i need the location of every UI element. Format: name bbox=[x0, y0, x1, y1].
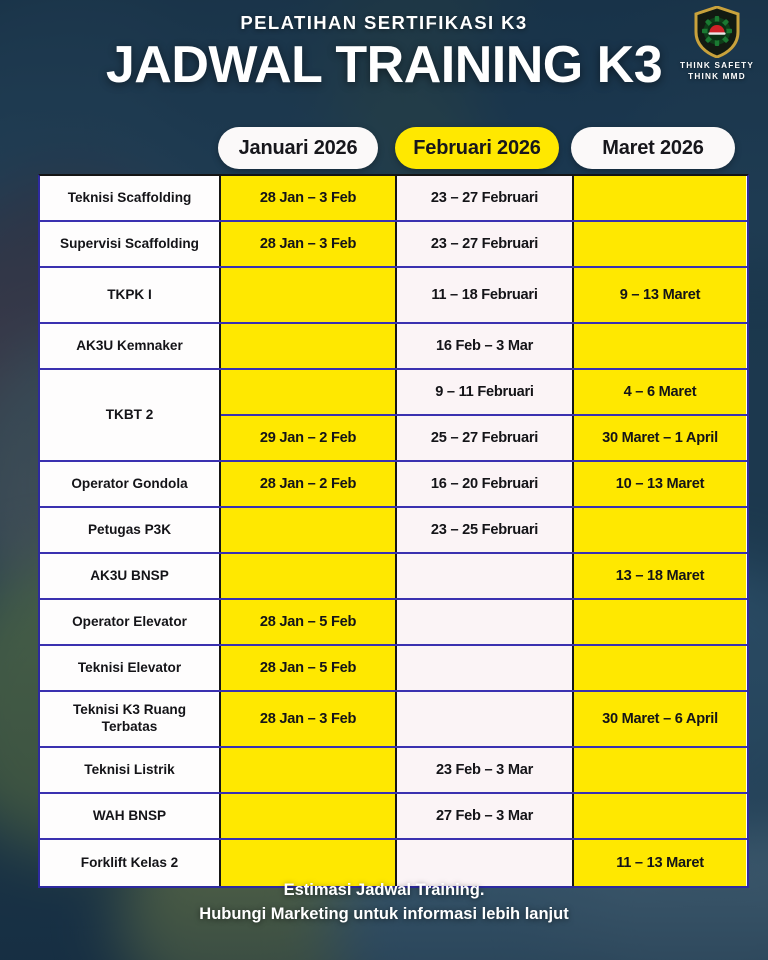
page-title: JADWAL TRAINING K3 bbox=[105, 36, 663, 94]
row-label-tkbt-2: TKBT 2 bbox=[40, 370, 221, 460]
split-row-body bbox=[221, 370, 747, 460]
cell-feb-ak3u-bnsp bbox=[397, 554, 574, 598]
table-row bbox=[40, 268, 747, 324]
cell-jan-petugas-p3k bbox=[221, 508, 397, 552]
row-label-wah-bnsp: WAH BNSP bbox=[40, 794, 221, 838]
table-row bbox=[40, 508, 747, 554]
row-label-forklift-kelas-2: Forklift Kelas 2 bbox=[40, 840, 221, 886]
cell-mar-ak3u-bnsp: 13 – 18 Maret bbox=[574, 554, 746, 598]
cell-feb-tkpk-i: 11 – 18 Februari bbox=[397, 268, 574, 322]
footer-line-1: Estimasi Jadwal Training. bbox=[283, 881, 485, 899]
schedule-table bbox=[38, 174, 749, 888]
cell-mar-tkpk-i: 9 – 13 Maret bbox=[574, 268, 746, 322]
table-subrow bbox=[221, 370, 747, 416]
cell-jan-teknisi-scaffolding: 28 Jan – 3 Feb bbox=[221, 176, 397, 220]
cell-jan-tkpk-i bbox=[221, 268, 397, 322]
month-pill-maret[interactable]: Maret 2026 bbox=[571, 127, 735, 169]
page-kicker: PELATIHAN SERTIFIKASI K3 bbox=[240, 12, 528, 33]
cell-mar-teknisi-k3-ruang-terbatas: 30 Maret – 6 April bbox=[574, 692, 746, 746]
month-pill-februari[interactable]: Februari 2026 bbox=[395, 127, 559, 169]
cell-jan-supervisi-scaffolding: 28 Jan – 3 Feb bbox=[221, 222, 397, 266]
cell-feb-teknisi-listrik: 23 Feb – 3 Mar bbox=[397, 748, 574, 792]
cell-feb-tkbt-2-1: 9 – 11 Februari bbox=[397, 370, 574, 414]
row-label-tkpk-i: TKPK I bbox=[40, 268, 221, 322]
cell-feb-operator-gondola: 16 – 20 Februari bbox=[397, 462, 574, 506]
footer-line-2: Hubungi Marketing untuk informasi lebih lanjut bbox=[199, 905, 569, 924]
row-label-teknisi-listrik: Teknisi Listrik bbox=[40, 748, 221, 792]
cell-jan-tkbt-2-2: 29 Jan – 2 Feb bbox=[221, 416, 397, 460]
month-pill-januari[interactable]: Januari 2026 bbox=[218, 127, 378, 169]
cell-mar-wah-bnsp bbox=[574, 794, 746, 838]
cell-jan-teknisi-k3-ruang-terbatas: 28 Jan – 3 Feb bbox=[221, 692, 397, 746]
row-label-ak3u-bnsp: AK3U BNSP bbox=[40, 554, 221, 598]
cell-feb-ak3u-kemnaker: 16 Feb – 3 Mar bbox=[397, 324, 574, 368]
table-row bbox=[40, 462, 747, 508]
cell-feb-teknisi-scaffolding: 23 – 27 Februari bbox=[397, 176, 574, 220]
cell-mar-tkbt-2-2: 30 Maret – 1 April bbox=[574, 416, 746, 460]
row-label-teknisi-elevator: Teknisi Elevator bbox=[40, 646, 221, 690]
row-label-operator-gondola: Operator Gondola bbox=[40, 462, 221, 506]
row-label-teknisi-k3-ruang-terbatas: Teknisi K3 Ruang Terbatas bbox=[40, 692, 221, 746]
cell-jan-teknisi-elevator: 28 Jan – 5 Feb bbox=[221, 646, 397, 690]
cell-mar-teknisi-elevator bbox=[574, 646, 746, 690]
cell-mar-operator-elevator bbox=[574, 600, 746, 644]
brand-logo bbox=[680, 6, 754, 81]
cell-mar-teknisi-listrik bbox=[574, 748, 746, 792]
month-header-row bbox=[218, 127, 749, 169]
safety-shield-icon bbox=[694, 6, 740, 58]
cell-mar-forklift-kelas-2: 11 – 13 Maret bbox=[574, 840, 746, 886]
table-subrow bbox=[221, 416, 747, 460]
cell-mar-petugas-p3k bbox=[574, 508, 746, 552]
cell-jan-ak3u-bnsp bbox=[221, 554, 397, 598]
table-row bbox=[40, 748, 747, 794]
row-label-ak3u-kemnaker: AK3U Kemnaker bbox=[40, 324, 221, 368]
cell-mar-teknisi-scaffolding bbox=[574, 176, 746, 220]
cell-feb-operator-elevator bbox=[397, 600, 574, 644]
row-label-supervisi-scaffolding: Supervisi Scaffolding bbox=[40, 222, 221, 266]
table-row bbox=[40, 176, 747, 222]
cell-feb-teknisi-k3-ruang-terbatas bbox=[397, 692, 574, 746]
row-label-teknisi-scaffolding: Teknisi Scaffolding bbox=[40, 176, 221, 220]
cell-jan-operator-elevator: 28 Jan – 5 Feb bbox=[221, 600, 397, 644]
cell-feb-supervisi-scaffolding: 23 – 27 Februari bbox=[397, 222, 574, 266]
cell-feb-wah-bnsp: 27 Feb – 3 Mar bbox=[397, 794, 574, 838]
cell-feb-petugas-p3k: 23 – 25 Februari bbox=[397, 508, 574, 552]
table-row bbox=[40, 370, 747, 462]
cell-jan-operator-gondola: 28 Jan – 2 Feb bbox=[221, 462, 397, 506]
cell-mar-ak3u-kemnaker bbox=[574, 324, 746, 368]
cell-mar-supervisi-scaffolding bbox=[574, 222, 746, 266]
row-label-petugas-p3k: Petugas P3K bbox=[40, 508, 221, 552]
cell-mar-operator-gondola: 10 – 13 Maret bbox=[574, 462, 746, 506]
cell-feb-teknisi-elevator bbox=[397, 646, 574, 690]
footer-note bbox=[0, 878, 768, 927]
table-row bbox=[40, 554, 747, 600]
table-row bbox=[40, 324, 747, 370]
cell-mar-tkbt-2-1: 4 – 6 Maret bbox=[574, 370, 746, 414]
cell-jan-ak3u-kemnaker bbox=[221, 324, 397, 368]
table-row bbox=[40, 692, 747, 748]
row-label-operator-elevator: Operator Elevator bbox=[40, 600, 221, 644]
cell-feb-tkbt-2-2: 25 – 27 Februari bbox=[397, 416, 574, 460]
cell-jan-tkbt-2-1 bbox=[221, 370, 397, 414]
table-row bbox=[40, 646, 747, 692]
cell-jan-teknisi-listrik bbox=[221, 748, 397, 792]
table-row bbox=[40, 794, 747, 840]
cell-jan-wah-bnsp bbox=[221, 794, 397, 838]
table-row bbox=[40, 222, 747, 268]
logo-caption-line1: THINK SAFETY bbox=[680, 61, 754, 70]
logo-caption-line2: THINK MMD bbox=[688, 72, 746, 81]
table-row bbox=[40, 600, 747, 646]
